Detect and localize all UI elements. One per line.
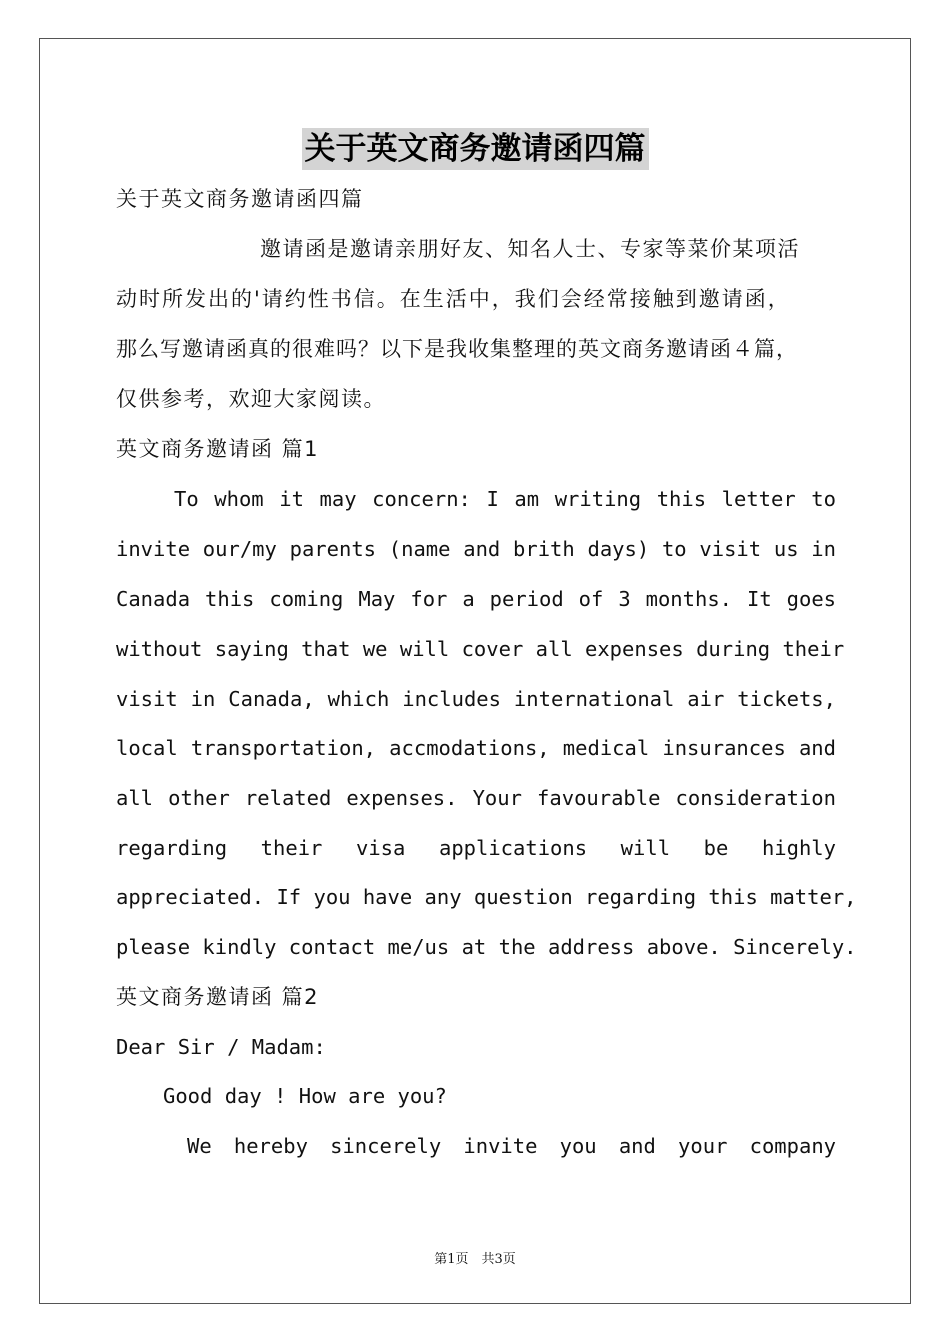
- section2-heading: 英文商务邀请函 篇2: [116, 985, 320, 1009]
- body-line: To whom it may concern: I am writing this letter to: [174, 487, 836, 511]
- body-line: regarding their visa applications will be highly: [116, 836, 836, 860]
- body-line: please kindly contact me/us at the address above. Sincerely.: [116, 935, 857, 959]
- intro-line-3: 那么写邀请函真的很难吗？以下是我收集整理的英文商务邀请函４篇，: [116, 337, 798, 361]
- body-line: Canada this coming May for a period of 3 months. It goes: [116, 587, 836, 611]
- page-footer: 第1页 共3页: [434, 1252, 516, 1267]
- title-container: [0, 128, 950, 170]
- body-line: without saying that we will cover all expenses during their: [116, 637, 845, 661]
- intro-line-2: 动时所发出的'请约性书信。在生活中，我们会经常接触到邀请函，: [116, 287, 791, 311]
- document-title: 关于英文商务邀请函四篇: [302, 128, 649, 170]
- greeting: Good day ! How are you?: [163, 1084, 447, 1108]
- body-line: appreciated. If you have any question regarding this matter,: [116, 885, 857, 909]
- body-line: invite our/my parents (name and brith days) to visit us in: [116, 537, 836, 561]
- page-border: [39, 38, 911, 1304]
- intro-line-1: 邀请函是邀请亲朋好友、知名人士、专家等菜价某项活: [260, 237, 800, 261]
- subtitle: 关于英文商务邀请函四篇: [116, 187, 364, 211]
- salutation: Dear Sir / Madam:: [116, 1035, 326, 1059]
- intro-line-4: 仅供参考，欢迎大家阅读。: [116, 387, 386, 411]
- body-line: We hereby sincerely invite you and your company: [187, 1134, 836, 1158]
- body-line: local transportation, accmodations, medical insurances and: [116, 736, 836, 760]
- section1-heading: 英文商务邀请函 篇1: [116, 437, 320, 461]
- body-line: visit in Canada, which includes international air tickets,: [116, 687, 836, 711]
- body-line: all other related expenses. Your favourable consideration: [116, 786, 836, 810]
